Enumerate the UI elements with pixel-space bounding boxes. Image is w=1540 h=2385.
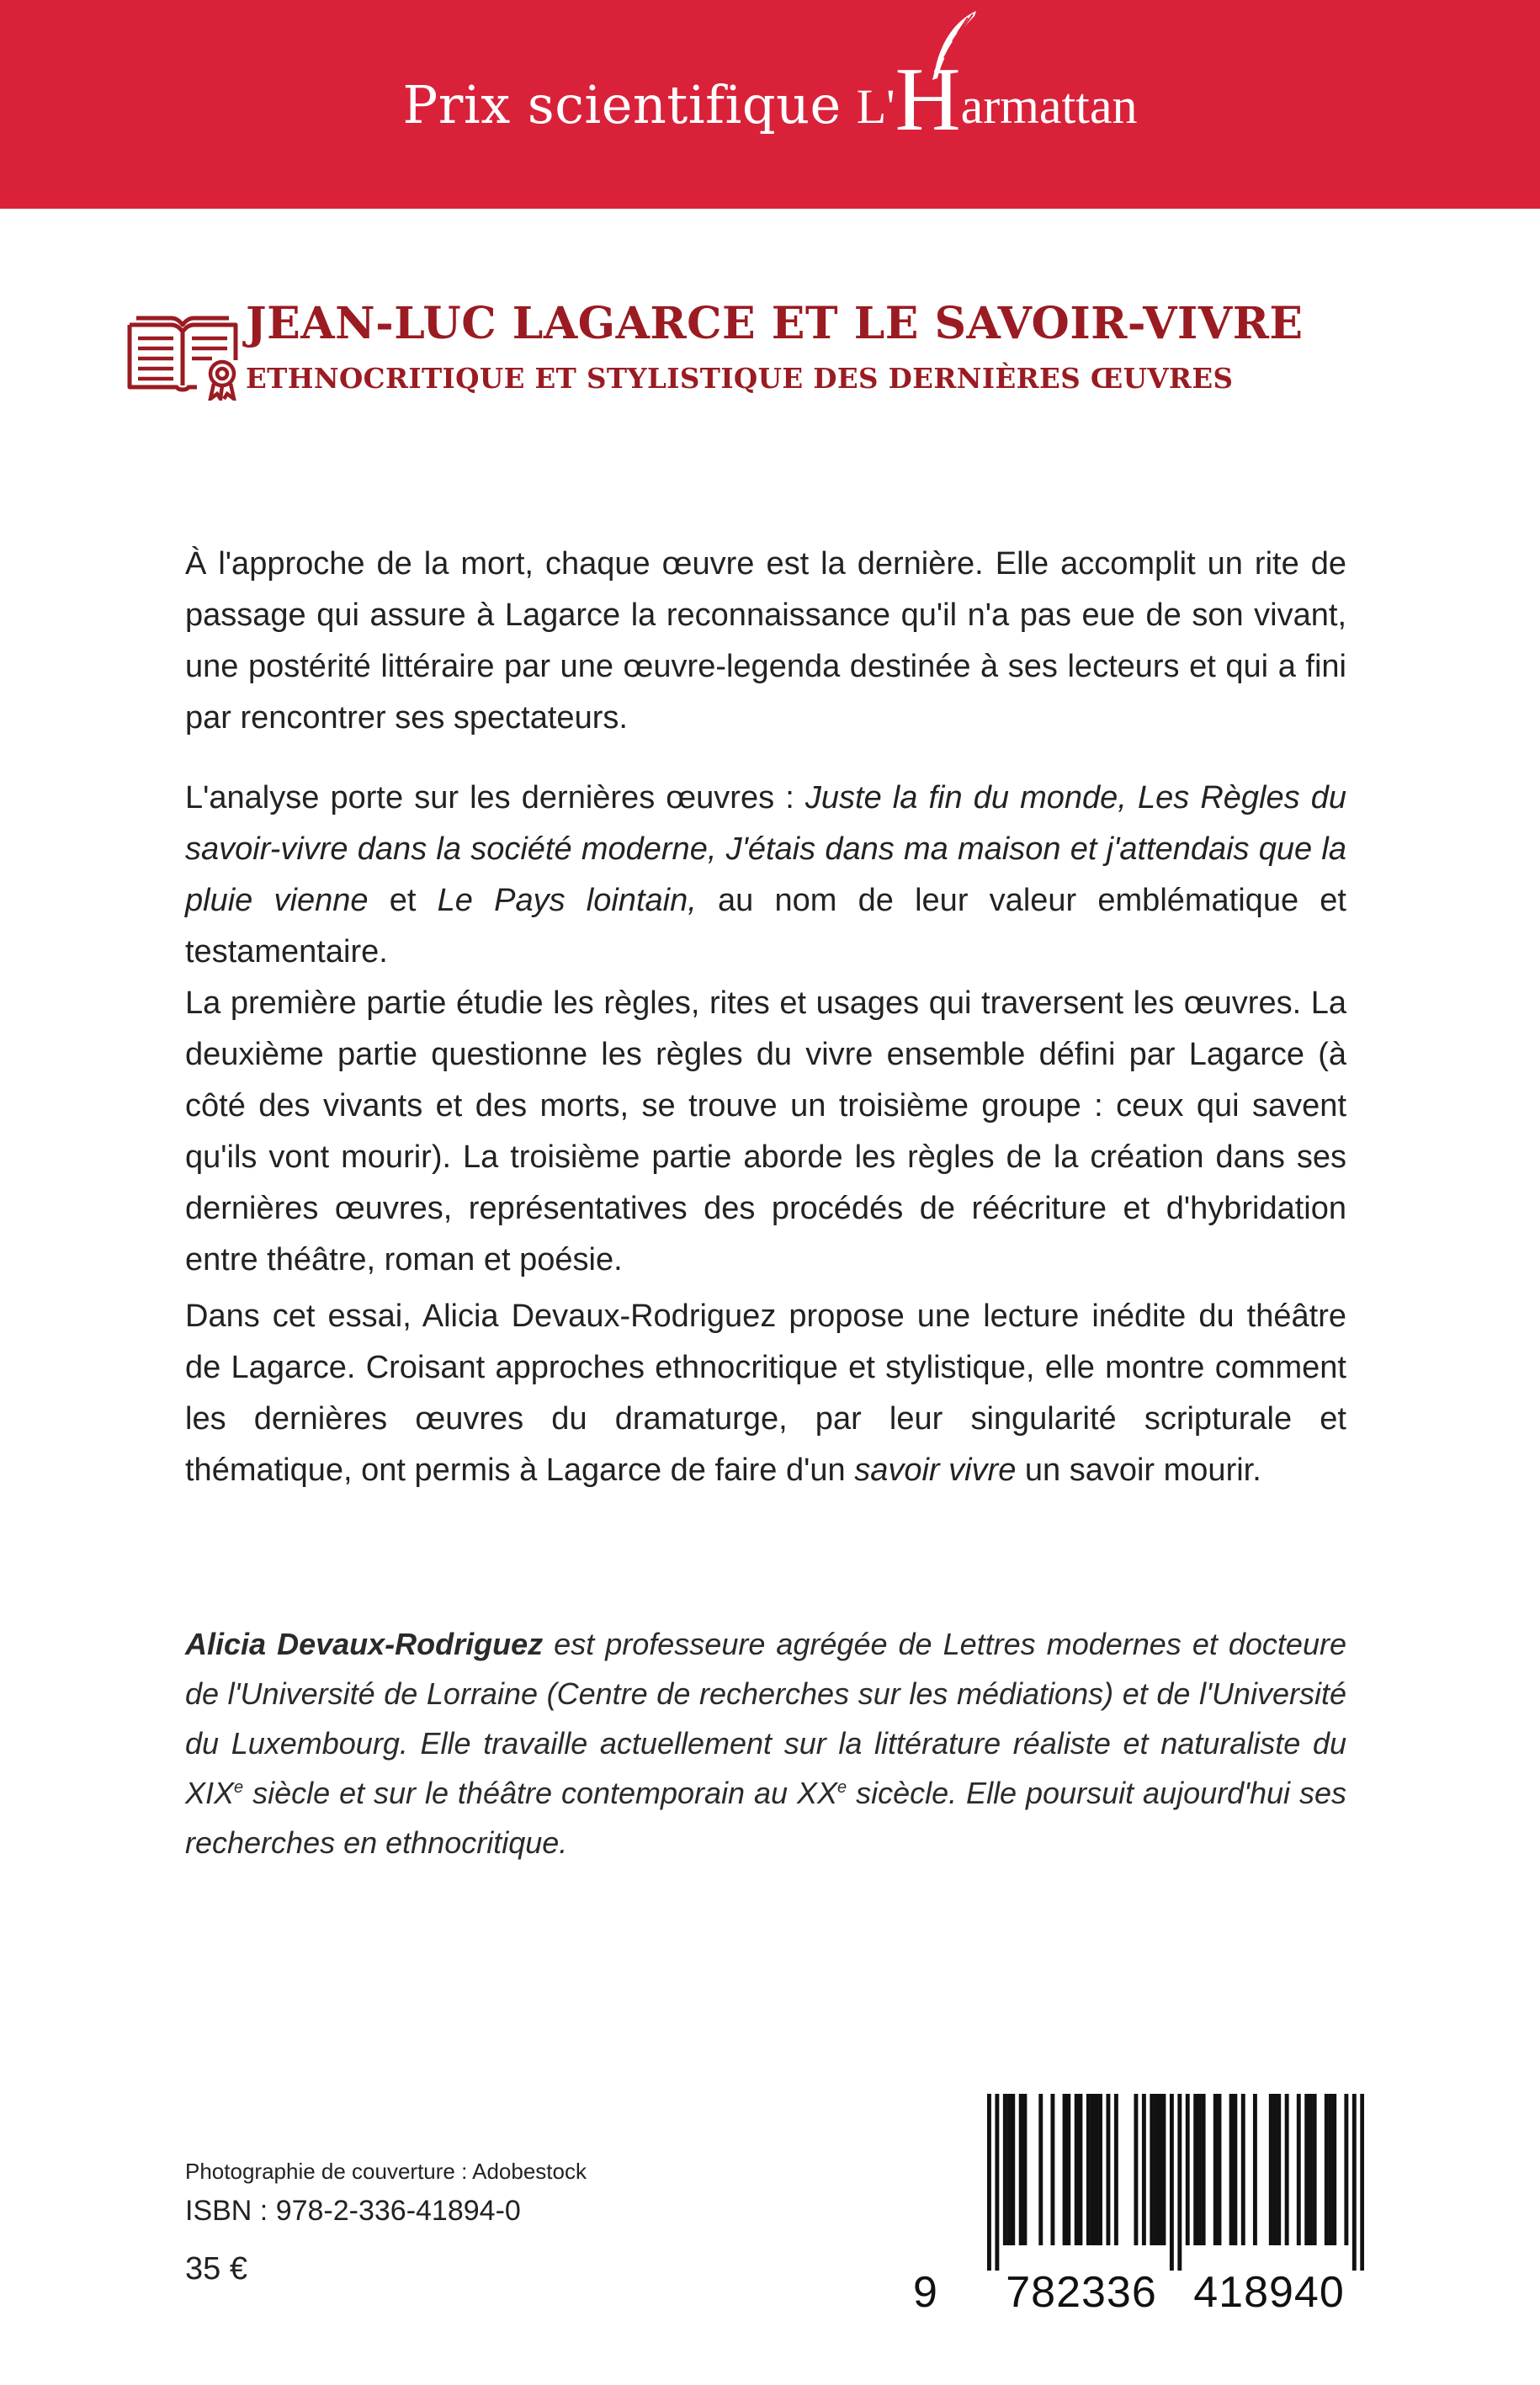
brand-rest: armattan — [960, 78, 1138, 134]
barcode-bar — [1309, 2094, 1313, 2245]
barcode-bar — [1050, 2094, 1054, 2245]
isbn: ISBN : 978-2-336-41894-0 — [185, 2195, 521, 2227]
publisher-banner — [0, 0, 1540, 209]
book-title: JEAN-LUC LAGARCE ET LE SAVOIR-VIVRE — [246, 298, 1304, 349]
barcode-bar — [1273, 2094, 1277, 2245]
barcode-bar — [1177, 2094, 1182, 2271]
barcode-bar — [1094, 2094, 1098, 2245]
paragraph-text — [185, 773, 1346, 978]
summary-paragraph-1 — [185, 539, 1346, 744]
bio-sup-1: e — [234, 1778, 244, 1797]
barcode-bar — [1277, 2094, 1281, 2245]
barcode-bar — [1150, 2094, 1154, 2245]
paragraph-text: À l'approche de la mort, chaque œuvre est la dernière. Elle accomplit un rite de passage qui assure à Lagarce la reconnaissance qu'il n'a pas eue de son vivant, une postérité littéraire par une œuvre-legenda destinée à ses lecteurs et qui a fini par rencontrer ses spectateurs. — [185, 546, 1346, 736]
barcode-bar — [1202, 2094, 1206, 2245]
prize-label: Prix scientifique — [402, 73, 842, 135]
publisher-logo — [856, 50, 1138, 150]
barcode-bar — [1297, 2094, 1301, 2245]
summary-paragraph-4 — [185, 1291, 1346, 1496]
p4-emphasis: savoir vivre — [854, 1453, 1017, 1488]
bio-text-2: siècle et sur le théâtre contemporain au XX — [243, 1776, 838, 1810]
barcode-bar — [1022, 2094, 1027, 2245]
author-name: Alicia Devaux-Rodriguez — [185, 1627, 544, 1661]
barcode-bar — [1078, 2094, 1082, 2245]
price: 35 € — [185, 2251, 247, 2287]
p2-lead: L'analyse porte sur les dernières œuvres : — [185, 780, 805, 815]
barcode-bar — [1332, 2094, 1336, 2245]
barcode-bar — [1086, 2094, 1091, 2245]
barcode-bar — [1142, 2094, 1146, 2245]
brand-l: L' — [856, 79, 895, 134]
barcode-bar — [1134, 2094, 1138, 2245]
barcode-bar — [1154, 2094, 1158, 2245]
barcode-bar — [1066, 2094, 1070, 2245]
barcode-bar — [1218, 2094, 1222, 2245]
barcode-bar — [987, 2094, 991, 2271]
barcode-digits-left: 782336 — [1006, 2268, 1157, 2317]
barcode-bar — [1313, 2094, 1317, 2245]
barcode-bar — [1213, 2094, 1218, 2245]
barcode-bar — [1325, 2094, 1329, 2245]
barcode-bar — [1098, 2094, 1102, 2245]
barcode-bar — [1019, 2094, 1023, 2245]
bio-sup-2: e — [837, 1778, 847, 1797]
photo-credit: Photographie de couverture : Adobestock — [185, 2159, 587, 2184]
paragraph-text — [185, 1291, 1346, 1496]
barcode — [913, 2094, 1367, 2321]
barcode-bar — [1360, 2094, 1364, 2271]
barcode-bar — [1344, 2094, 1348, 2245]
author-bio — [185, 1619, 1346, 1867]
barcode-bar — [1304, 2094, 1309, 2245]
barcode-bar — [1197, 2094, 1202, 2245]
bio-text-3: sicècle. Elle poursuit aujourd'hui ses recherches en ethnocritique. — [185, 1776, 1346, 1860]
bio-text-1: est professeure agrégée de Lettres modernes et docteure de l'Université de Lorraine (Centre de recherches sur les médiations) et de l'Université du Luxembourg. Elle travaille actuellement sur la littérature réaliste et naturaliste du XIX — [185, 1627, 1346, 1810]
paragraph-text: La première partie étudie les règles, rites et usages qui traversent les œuvres. La deuxième partie questionne les règles du vivre ensemble défini par Lagarce (à côté des vivants et des morts, se trouve un troisième groupe : ceux qui savent qu'ils vont mourir). La troisième partie aborde les règles de la création dans ses dernières œuvres, représentatives des procédés de réécriture et d'hybridation entre théâtre, roman et poésie. — [185, 985, 1346, 1277]
p4-lead: Dans cet essai, Alicia Devaux-Rodriguez propose une lecture inédite du théâtre de Lagarce. Croisant approches ethnocritique et stylistique, elle montre comment les dernières œuvres du dramaturge, par leur singularité scripturale et thématique, ont permis à Lagarce de faire d'un — [185, 1299, 1346, 1488]
barcode-bar — [1229, 2094, 1234, 2245]
p2-conj: et — [368, 883, 438, 918]
brand-h: H — [895, 50, 961, 150]
barcode-bar — [1038, 2094, 1043, 2245]
barcode-bar — [1352, 2094, 1357, 2271]
book-subtitle: ETHNOCRITIQUE ET STYLISTIQUE DES DERNIÈRES ŒUVRES — [246, 362, 1234, 395]
barcode-bar — [1106, 2094, 1110, 2245]
barcode-bar — [1075, 2094, 1079, 2245]
barcode-bar — [1063, 2094, 1067, 2245]
barcode-bar — [995, 2094, 999, 2271]
barcode-bar — [1003, 2094, 1007, 2245]
barcode-bar — [1114, 2094, 1118, 2245]
barcode-bar — [1329, 2094, 1333, 2245]
barcode-bar — [1161, 2094, 1166, 2245]
barcode-bar — [1091, 2094, 1095, 2245]
barcode-bar — [1241, 2094, 1245, 2245]
p2-works-2: Le Pays lointain, — [437, 883, 697, 918]
p2-tail: au nom de leur valeur emblématique et testamentaire. — [185, 883, 1346, 969]
summary-paragraph-2 — [185, 773, 1346, 1286]
p4-tail: un savoir mourir. — [1016, 1453, 1261, 1488]
book-with-seal-icon — [125, 311, 241, 401]
barcode-bar — [1007, 2094, 1012, 2245]
quill-icon — [924, 8, 983, 83]
barcode-bar — [1233, 2094, 1237, 2245]
barcode-bar — [1285, 2094, 1289, 2245]
barcode-bar — [1170, 2094, 1174, 2271]
barcode-digits-right: 418940 — [1193, 2268, 1345, 2317]
p2-works-1: Juste la fin du monde, Les Règles du savoir-vivre dans la société moderne, J'étais dans ma maison et j'attendais que la pluie vienne — [185, 780, 1347, 918]
barcode-bar — [1269, 2094, 1273, 2245]
barcode-digit-first: 9 — [913, 2268, 937, 2317]
barcode-bar — [1011, 2094, 1015, 2245]
barcode-bar — [1193, 2094, 1197, 2245]
barcode-bar — [1158, 2094, 1162, 2245]
barcode-bars — [987, 2094, 1364, 2271]
barcode-bar — [1253, 2094, 1257, 2245]
barcode-bar — [1186, 2094, 1190, 2245]
